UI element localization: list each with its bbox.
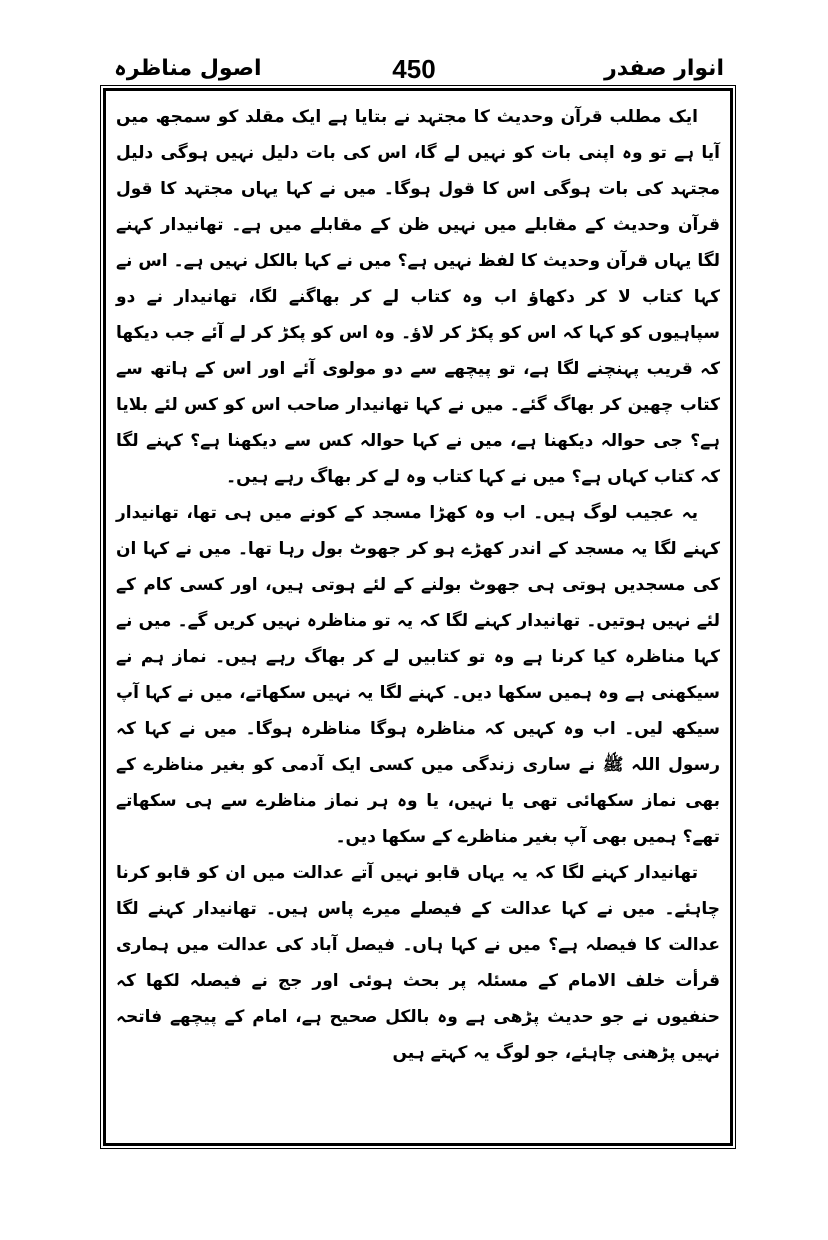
paragraph-1: ایک مطلب قرآن وحدیث کا مجتہد نے بتایا ہے ایک مقلد کو سمجھ میں آیا ہے تو وہ اپنی بات کو نہیں لے گا، اس کی بات دلیل نہیں ہوگی دلیل مجتہد کی بات ہوگی اس کا قول ہوگا۔ میں نے کہا یہاں مجتہد کا قول قرآن وحدیث کے مقابلے میں نہیں ظن کے مقابلے میں ہے۔ تھانیدار کہنے لگا یہاں قرآن وحدیث کا لفظ نہیں ہے؟ میں نے کہا بالکل نہیں ہے۔ اس نے کہا کتاب لا کر دکھاؤ اب وہ کتاب لے کر بھاگنے لگا، تھانیدار نے دو سپاہیوں کو کہا کہ اس کو پکڑ کر لاؤ۔ وہ اس کو پکڑ کر لے آئے جب دیکھا کہ قریب پہنچنے لگا ہے، تو پیچھے سے دو مولوی آئے اور اس کے ہاتھ سے کتاب چھین کر بھاگ گئے۔ میں نے کہا تھانیدار صاحب اس کو کس لئے بلایا ہے؟ جی حوالہ دیکھنا ہے، میں نے کہا حوالہ کس سے دیکھنا ہے؟ کہنے لگا کہ کتاب کہاں ہے؟ میں نے کہا کتاب وہ لے کر بھاگ رہے ہیں۔ [116,107,720,487]
page-border-frame [103,88,733,1146]
paragraph-3: تھانیدار کہنے لگا کہ یہ یہاں قابو نہیں آتے عدالت میں ان کو قابو کرنا چاہئے۔ میں نے کہا عدالت کے فیصلے میرے پاس ہیں۔ تھانیدار کہنے لگا عدالت کا فیصلہ ہے؟ میں نے کہا ہاں۔ فیصل آباد کی عدالت میں ہماری قرأت خلف الامام کے مسئلہ پر بحث ہوئی اور جج نے فیصلہ لکھا کہ حنفیوں نے جو حدیث پڑھی ہے وہ بالکل صحیح ہے، امام کے پیچھے فاتحہ نہیں پڑھنی چاہئے، جو لوگ یہ کہتے ہیں [116,863,720,1063]
page-number: 450 [392,54,436,84]
page-header [100,52,728,92]
paragraph-2: یہ عجیب لوگ ہیں۔ اب وہ کھڑا مسجد کے کونے میں ہی تھا، تھانیدار کہنے لگا یہ مسجد کے اندر کھڑے ہو کر جھوٹ بول رہا تھا۔ میں نے کہا ان کی مسجدیں ہوتی ہی جھوٹ بولنے کے لئے ہوتی ہیں، اور کسی کام کے لئے نہیں ہوتیں۔ تھانیدار کہنے لگا کہ یہ تو مناظرہ نہیں کریں گے۔ میں نے کہا مناظرہ کیا کرنا ہے وہ تو کتابیں لے کر بھاگ رہے ہیں۔ نماز ہم نے سیکھنی ہے وہ ہمیں سکھا دیں۔ کہنے لگا یہ نہیں سکھاتے، میں نے کہا آپ سیکھ لیں۔ اب وہ کہیں کہ مناظرہ ہوگا مناظرہ ہوگا۔ میں نے کہا کہ رسول اللہ ﷺ نے ساری زندگی میں کسی ایک آدمی کو بغیر مناظرے کے بھی نماز سکھائی تھی یا نہیں، یا وہ ہر نماز مناظرے سے ہی سکھاتے تھے؟ ہمیں بھی آپ بغیر مناظرے کے سکھا دیں۔ [116,503,720,847]
chapter-title: اصول مناظرہ [114,56,262,81]
book-title: انوار صفدر [604,56,724,81]
page-body [116,99,720,1071]
